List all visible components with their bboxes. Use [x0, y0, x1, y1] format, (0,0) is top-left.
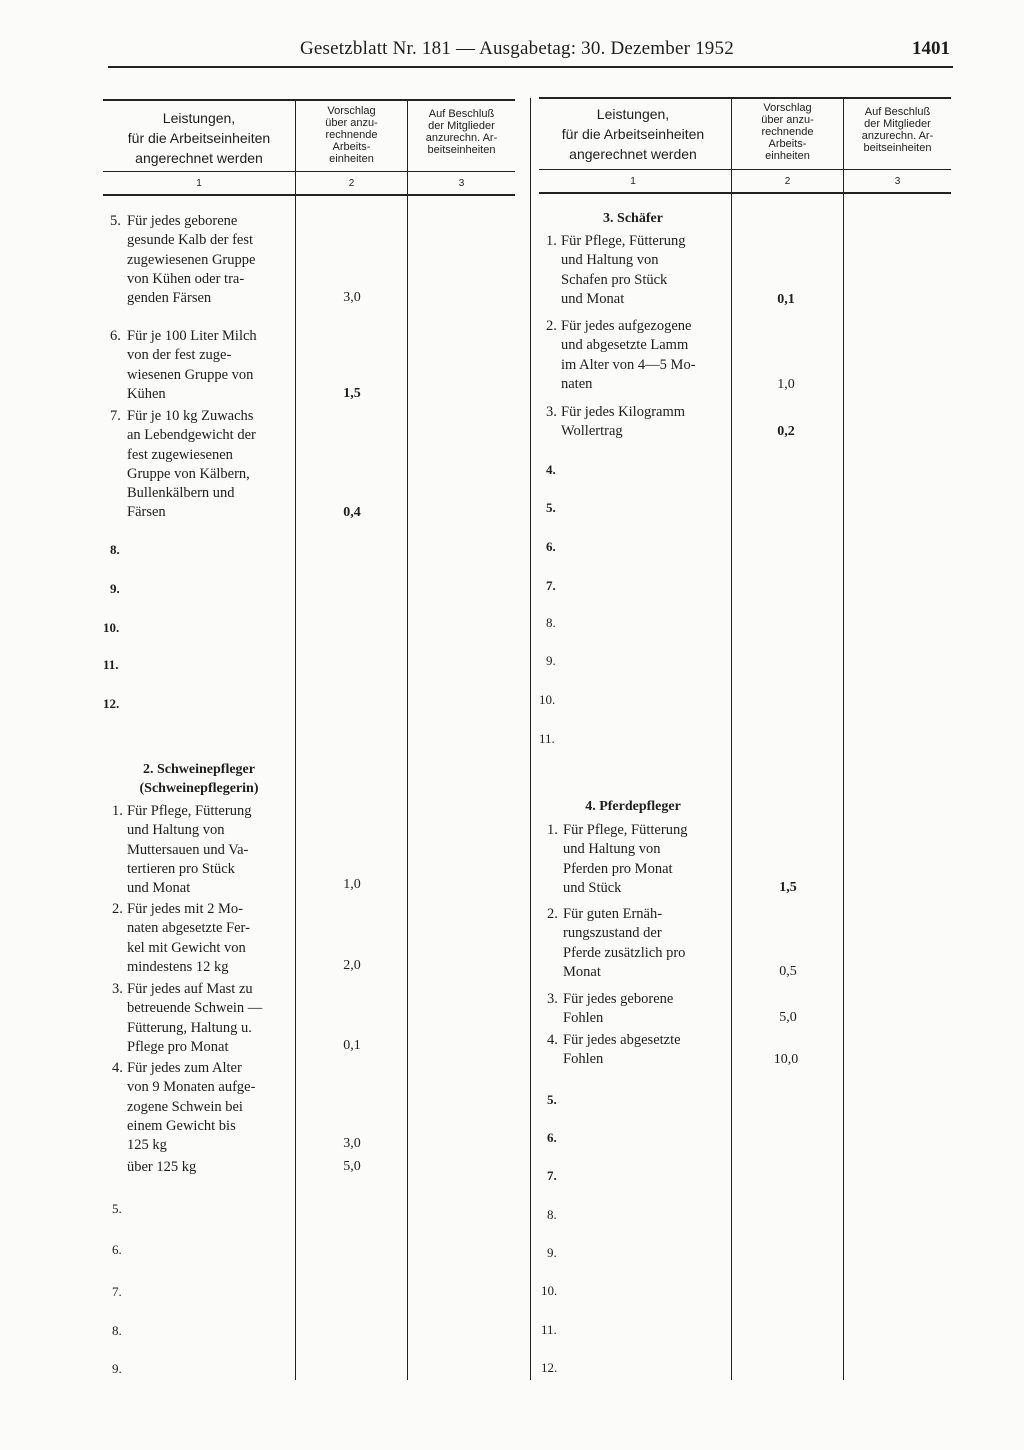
right-table-top-rule [539, 97, 951, 99]
section-3-item-2-value: 1,0 [777, 377, 795, 392]
section-3-empty-11: 11. [539, 731, 555, 746]
left-header-col3: Auf Beschluß der Mitglieder anzurechn. Ar- beitseinheiten [425, 108, 498, 156]
section-2-empty-7: 7. [112, 1284, 122, 1299]
header-rule [108, 66, 953, 68]
left-header-col1: Leistungen, für die Arbeitseinheiten angerechnet werden [127, 110, 271, 166]
right-col-divider-1 [731, 98, 732, 1380]
left-col-divider-2 [407, 100, 408, 1380]
section-3-item-1-value: 0,1 [777, 292, 795, 307]
section-2-item-4-value: 3,0 [343, 1136, 361, 1151]
section-2-item-4-extra: über 125 kg [127, 1159, 197, 1175]
section-2-item-2-value: 2,0 [343, 958, 361, 973]
right-colnum-1: 1 [630, 176, 636, 187]
right-table-left-edge [530, 98, 531, 1380]
right-table-header-rule [539, 169, 951, 170]
left-colnum-2: 2 [348, 178, 355, 189]
section-3-empty-10: 10. [539, 692, 556, 707]
section-4-empty-7: 7. [547, 1168, 557, 1183]
section-4-empty-6: 6. [547, 1130, 557, 1145]
section-4-empty-8: 8. [547, 1207, 557, 1222]
left-item-5-value: 3,0 [343, 290, 361, 305]
left-empty-11: 11. [103, 657, 119, 672]
right-table-colnum-rule [539, 192, 951, 194]
section-4-item-1-value: 1,5 [779, 880, 797, 895]
section-4-title: 4. Pferdepfleger [585, 799, 681, 814]
left-item-6-value: 1,5 [343, 386, 361, 401]
right-header-col2: Vorschlag über anzu- rechnende Arbeits- einheiten [761, 102, 814, 162]
right-col-divider-2 [843, 98, 844, 1380]
page-header-title: Gesetzblatt Nr. 181 — Ausgabetag: 30. Dezember 1952 [300, 38, 734, 59]
left-colnum-1: 1 [196, 178, 202, 189]
section-2-empty-8: 8. [112, 1323, 122, 1338]
section-3-empty-8: 8. [546, 615, 556, 630]
section-4-empty-9: 9. [547, 1245, 557, 1260]
section-2-title: 2. Schweinepfleger (Schweinepflegerin) [139, 762, 259, 796]
section-3-empty-5: 5. [546, 500, 556, 515]
left-table-top-rule [103, 99, 515, 101]
section-4-empty-10: 10. [541, 1283, 558, 1298]
section-4-empty-11: 11. [541, 1322, 557, 1337]
section-3-item-3-value: 0,2 [777, 424, 795, 439]
section-2-item-1-value: 1,0 [343, 877, 361, 892]
right-header-col3: Auf Beschluß der Mitglieder anzurechn. Ar- beitseinheiten [861, 106, 934, 154]
section-2-item-3-value: 0,1 [343, 1038, 361, 1053]
right-colnum-2: 2 [784, 176, 791, 187]
section-2-empty-5: 5. [112, 1201, 122, 1216]
section-4-empty-12: 12. [541, 1360, 558, 1375]
section-3-title: 3. Schäfer [603, 211, 663, 226]
left-empty-9: 9. [110, 581, 120, 596]
right-colnum-3: 3 [894, 176, 901, 187]
left-table-header-rule [103, 171, 515, 172]
left-table-colnum-rule [103, 194, 515, 196]
left-empty-8: 8. [110, 542, 120, 557]
left-item-7-value: 0,4 [343, 505, 361, 520]
left-col-divider-1 [295, 100, 296, 1380]
left-empty-10: 10. [103, 620, 120, 635]
section-2-empty-6: 6. [112, 1242, 122, 1257]
section-3-empty-9: 9. [546, 653, 556, 668]
page-number: 1401 [912, 38, 950, 59]
section-4-item-3-value: 5,0 [779, 1010, 797, 1025]
section-3-empty-7: 7. [546, 578, 556, 593]
left-empty-12: 12. [103, 696, 120, 711]
left-colnum-3: 3 [458, 178, 465, 189]
left-header-col2: Vorschlag über anzu- rechnende Arbeits- einheiten [325, 105, 378, 165]
section-3-empty-6: 6. [546, 539, 556, 554]
section-2-item-4-extra-value: 5,0 [343, 1159, 361, 1174]
section-3-empty-4: 4. [546, 462, 556, 477]
section-4-empty-5: 5. [547, 1092, 557, 1107]
section-2-empty-9: 9. [112, 1361, 122, 1376]
section-4-item-2-value: 0,5 [779, 964, 797, 979]
right-header-col1: Leistungen, für die Arbeitseinheiten angerechnet werden [561, 106, 705, 162]
section-4-item-4-value: 10,0 [773, 1052, 799, 1067]
